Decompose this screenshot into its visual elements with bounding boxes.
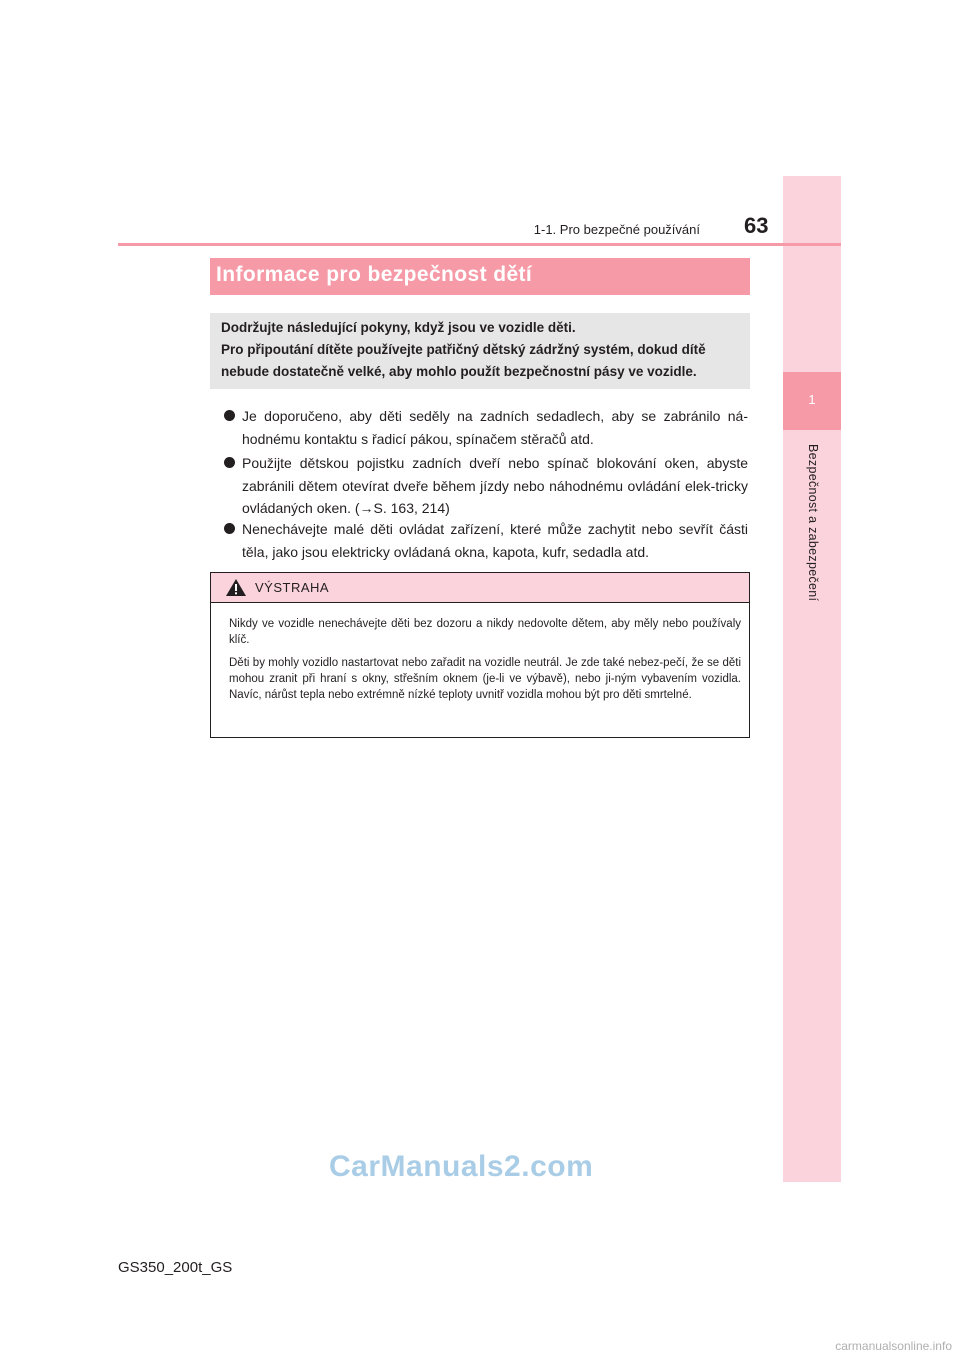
site-link[interactable]: carmanualsonline.info — [835, 1339, 952, 1353]
bullet-text: Použijte dětskou pojistku zadních dveří nebo spínač blokování oken, abyste zabránili dětem otevírat dveře během jízdy nebo náhodnému ovládání elek-tricky ovládaných oken. (→S. 163, 214) — [242, 455, 748, 516]
chapter-side-tab — [783, 176, 841, 1182]
warning-header — [211, 573, 749, 603]
page-number: 63 — [744, 213, 769, 238]
header-rule — [118, 243, 841, 246]
intro-box — [210, 313, 750, 389]
page-title: Informace pro bezpečnost dětí — [216, 263, 533, 286]
warning-paragraph: Nikdy ve vozidle nenechávejte děti bez dozoru a nikdy nedovolte dětem, aby měly nebo používaly klíč. — [229, 618, 741, 646]
bullet-text: Nenechávejte malé děti ovládat zařízení, které může zachytit nebo sevřít části těla, jako jsou elektricky ovládaná okna, kapota, kufr, sedadla atd. — [242, 521, 748, 560]
intro-line-3: nebude dostatečně velké, aby mohlo použít bezpečnostní pásy ve vozidle. — [221, 364, 697, 379]
title-bar — [210, 258, 750, 295]
warning-label: VÝSTRAHA — [255, 580, 330, 595]
chapter-number-box — [783, 372, 841, 430]
warning-triangle-icon — [226, 579, 246, 596]
chapter-title: Bezpečnost a zabezpečení — [806, 444, 820, 602]
bullet-dot-icon — [224, 410, 235, 421]
chapter-number: 1 — [808, 392, 816, 407]
model-code: GS350_200t_GS — [118, 1259, 233, 1276]
bullet-text: Je doporučeno, aby děti seděly na zadních sedadlech, aby se zabránilo ná-hodnému kontaktu s řadicí pákou, spínačem stěračů atd. — [242, 408, 748, 447]
bullet-dot-icon — [224, 523, 235, 534]
watermark-link[interactable]: CarManuals2.com — [329, 1150, 594, 1183]
warning-paragraph: Děti by mohly vozidlo nastartovat nebo zařadit na vozidle neutrál. Je zde také nebez-pečí, že se děti mohou zranit při hraní s okny, střešním oknem (je-li ve výbavě), nebo ji-ným vybavením vozidla. Navíc, nárůst tepla nebo extrémně nízké teploty uvnitř vozidla mohou být pro děti smrtelné. — [229, 657, 741, 701]
warning-box — [210, 572, 750, 738]
intro-line-1: Dodržujte následující pokyny, když jsou ve vozidle děti. — [221, 320, 576, 335]
bullet-dot-icon — [224, 457, 235, 468]
intro-line-2: Pro připoutání dítěte používejte patřičný dětský zádržný systém, dokud dítě — [221, 342, 706, 357]
section-heading: 1-1. Pro bezpečné používání — [533, 222, 700, 237]
